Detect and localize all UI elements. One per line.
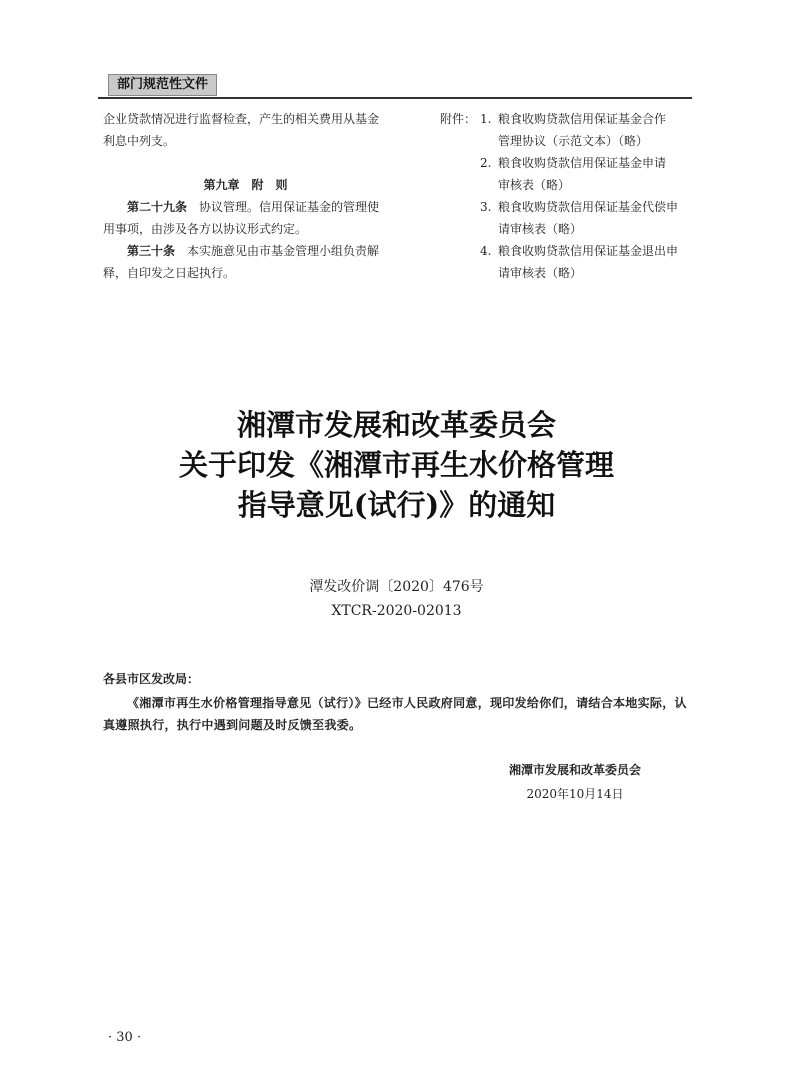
attachment-line2: 管理协议（示范文本）（略） bbox=[498, 134, 649, 148]
attachment-line2: 请审核表（略） bbox=[498, 222, 583, 236]
attachments-list bbox=[440, 108, 700, 284]
attachment-num: 2. bbox=[480, 156, 492, 170]
attachment-text bbox=[498, 196, 700, 240]
attachment-text bbox=[498, 108, 700, 152]
issue-date: 2020年10月14日 bbox=[526, 787, 624, 801]
page-number: · 30 · bbox=[108, 1030, 142, 1045]
attachment-line2: 请审核表（略） bbox=[498, 266, 583, 280]
attachment-line1: 粮食收购贷款信用保证基金退出申 bbox=[498, 244, 679, 258]
title-line-3: 指导意见(试行)》的通知 bbox=[237, 488, 556, 522]
attachment-text bbox=[498, 240, 700, 284]
doc-number: 潭发改价调〔2020〕476号 bbox=[309, 579, 484, 595]
chapter-heading: 第九章 附 则 bbox=[203, 178, 288, 192]
section-label: 部门规范性文件 bbox=[108, 74, 217, 96]
attachment-num: 3. bbox=[480, 200, 492, 214]
attachment-num: 1. bbox=[480, 112, 492, 126]
article-30 bbox=[103, 240, 388, 284]
attachments-label: 附件： bbox=[440, 112, 477, 126]
attachment-text bbox=[498, 152, 700, 196]
attachment-line1: 粮食收购贷款信用保证基金申请 bbox=[498, 156, 667, 170]
title-line-1: 湘潭市发展和改革委员会 bbox=[236, 408, 556, 442]
document-title bbox=[0, 405, 793, 525]
body-paragraph: 《湘潭市再生水价格管理指导意见（试行）》已经市人民政府同意，现印发给你们，请结合本地实际，认真遵照执行，执行中遇到问题及时反馈至我委。 bbox=[103, 696, 687, 732]
attachment-num: 4. bbox=[480, 244, 492, 258]
attachment-item bbox=[440, 108, 700, 152]
attachment-item bbox=[440, 240, 700, 284]
header-rule bbox=[98, 97, 692, 99]
signature-block bbox=[480, 758, 670, 806]
article-30-label: 第三十条 bbox=[127, 244, 176, 258]
attachment-line2: 审核表（略） bbox=[498, 178, 571, 192]
attachment-line1: 粮食收购贷款信用保证基金合作 bbox=[498, 112, 667, 126]
salutation: 各县市区发改局： bbox=[103, 672, 200, 686]
attachment-item bbox=[440, 152, 700, 196]
title-line-2: 关于印发《湘潭市再生水价格管理 bbox=[178, 448, 614, 482]
carryover-paragraph: 企业贷款情况进行监督检查，产生的相关费用从基金利息中列支。 bbox=[103, 112, 380, 148]
document-numbers bbox=[0, 575, 793, 623]
issuer-signature: 湘潭市发展和改革委员会 bbox=[508, 763, 641, 777]
previous-doc-left-column bbox=[103, 108, 388, 284]
attachment-item bbox=[440, 196, 700, 240]
article-29 bbox=[103, 196, 388, 240]
article-29-label: 第二十九条 bbox=[127, 200, 188, 214]
attachment-line1: 粮食收购贷款信用保证基金代偿申 bbox=[498, 200, 679, 214]
reg-number: XTCR-2020-02013 bbox=[331, 603, 462, 619]
article-29-text: 协议管理。信用保证基金的管理使用事项，由涉及各方以协议形式约定。 bbox=[103, 200, 380, 236]
notice-body bbox=[103, 668, 693, 736]
article-30-text: 本实施意见由市基金管理小组负责解释，自印发之日起执行。 bbox=[103, 244, 380, 280]
